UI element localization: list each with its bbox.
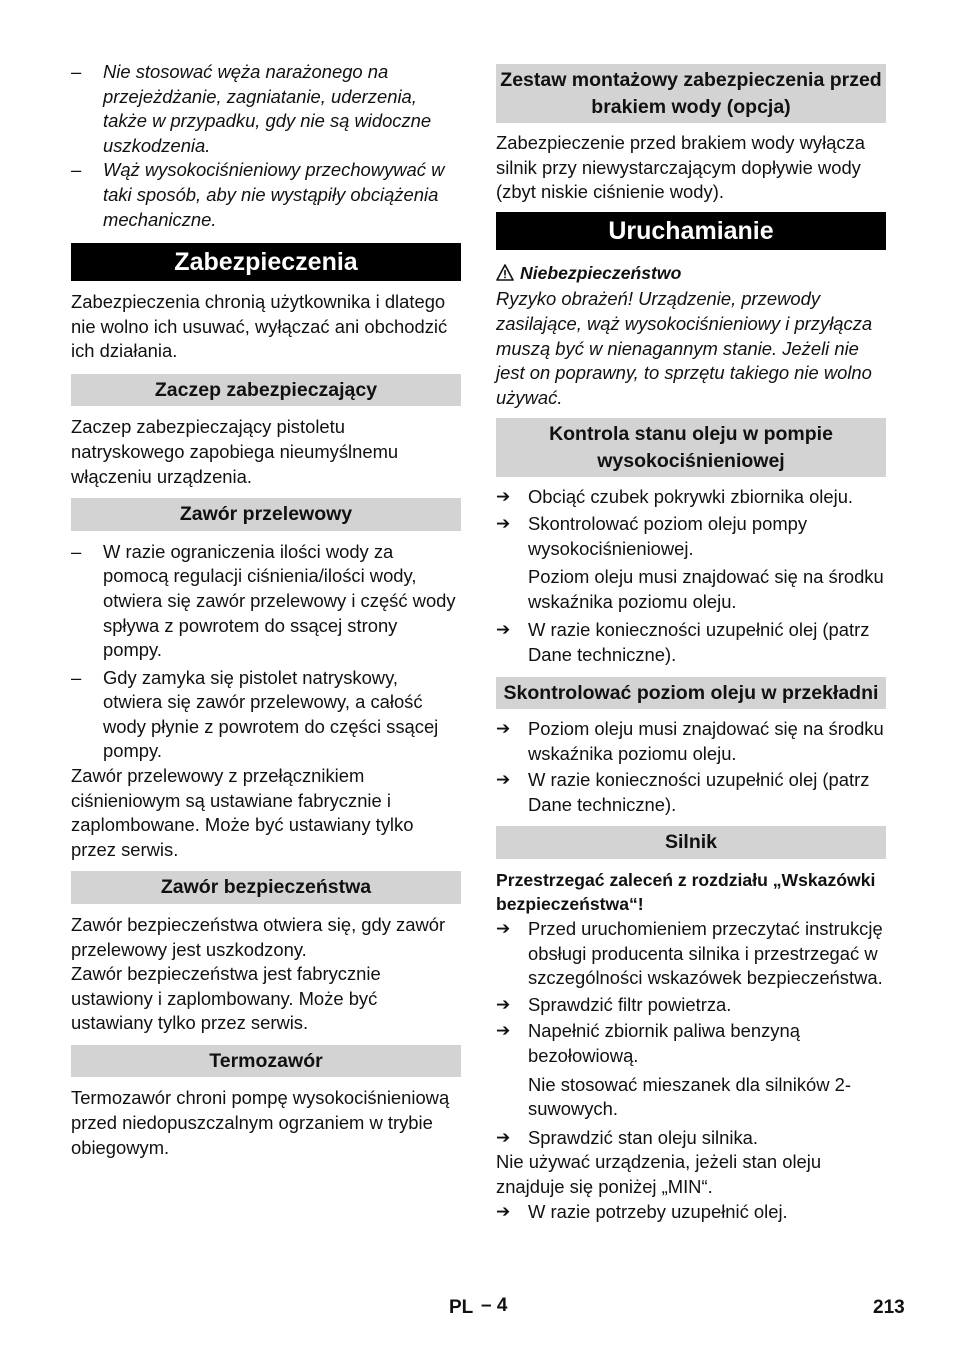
danger-label: Niebezpieczeństwo [520, 262, 682, 283]
paragraph: Zawór przelewowy z przełącznikiem ciśnieniowym są ustawiane fabrycznie i zaplombowane. Może być ustawiany tylko przez serwis. [71, 765, 414, 860]
warning-triangle-icon [496, 263, 514, 288]
subsection-title-silnik: Silnik [496, 826, 886, 859]
left-column [71, 60, 461, 1160]
list-item: – Wąż wysokociśnieniowy przechowywać w taki sposób, aby nie wystąpiły obciążenia mechaniczne. [71, 158, 461, 232]
subsection-title-zaczep: Zaczep zabezpieczający [71, 374, 461, 407]
section-title-uruchamianie: Uruchamianie [496, 212, 886, 250]
paragraph: Zawór bezpieczeństwa jest fabrycznie ustawiony i zaplombowany. Może być ustawiany tylko przez serwis. [71, 963, 381, 1034]
danger-text: Ryzyko obrażeń! Urządzenie, przewody zasilające, wąż wysokociśnieniowy i przyłącza muszą być w nienagannym stanie. Jeżeli nie jest on poprawny, to sprzętu takiego nie wolno używać. [496, 288, 873, 408]
step-item: ➔ Przed uruchomieniem przeczytać instrukcję obsługi producenta silnika i przestrzegać w szczególności wskazówek bezpieczeństwa. [496, 917, 886, 991]
step-note: Poziom oleju musi znajdować się na środku wskaźnika poziomu oleju. [528, 566, 884, 612]
section-title-zabezpieczenia: Zabezpieczenia [71, 243, 461, 281]
paragraph: Termozawór chroni pompę wysokociśnieniową przed niedopuszczalnym ogrzaniem w trybie obiegowym. [71, 1087, 450, 1158]
step-item: ➔ W razie konieczności uzupełnić olej (patrz Dane techniczne). [496, 768, 886, 817]
bold-note: Przestrzegać zaleceń z rozdziału „Wskazówki bezpieczeństwa“! [496, 869, 876, 915]
page-number: 213 [873, 1297, 905, 1318]
subsection-title-termozawor: Termozawór [71, 1045, 461, 1078]
subsection-title-przekladnia: Skontrolować poziom oleju w przekładni [496, 677, 886, 710]
subsection-title-zawor-bezpieczenstwa: Zawór bezpieczeństwa [71, 871, 461, 904]
list-item: – Nie stosować węża narażonego na przejeżdżanie, zagniatanie, uderzenia, także w przypadku, gdy nie są widoczne uszkodzenia. [71, 60, 461, 158]
step-note: Nie stosować mieszanek dla silników 2-suwowych. [528, 1073, 851, 1120]
paragraph: Zaczep zabezpieczający pistoletu natryskowego zapobiega nieumyślnemu włączeniu urządzenia. [71, 416, 399, 487]
list-item: – W razie ograniczenia ilości wody za pomocą regulacji ciśnienia/ilości wody, otwiera się zawór przelewowy i część wody spływa z powrotem do ssącej strony pompy. [71, 540, 461, 663]
step-item: ➔ Poziom oleju musi znajdować się na środku wskaźnika poziomu oleju. [496, 717, 886, 766]
list-item: – Gdy zamyka się pistolet natryskowy, otwiera się zawór przelewowy, a całość wody płynie z powrotem do części ssącej pompy. [71, 666, 461, 764]
step-item: ➔ Obciąć czubek pokrywki zbiornika oleju. [496, 485, 886, 510]
step-item: ➔ W razie potrzeby uzupełnić olej. [496, 1200, 886, 1225]
paragraph: Zawór bezpieczeństwa otwiera się, gdy zawór przelewowy jest uszkodzony. [71, 913, 446, 960]
paragraph: Zabezpieczenie przed brakiem wody wyłącza silnik przy niewystarczającym dopływie wody (zbyt niskie ciśnienie wody). [496, 132, 866, 203]
step-item: ➔ Napełnić zbiornik paliwa benzyną bezołowiową. [496, 1019, 886, 1068]
subsection-title-kontrola: Kontrola stanu oleju w pompie wysokociśnieniowej [496, 418, 886, 477]
step-item: ➔ Skontrolować poziom oleju pompy wysokociśnieniowej. [496, 512, 886, 561]
step-item: ➔ W razie konieczności uzupełnić olej (patrz Dane techniczne). [496, 618, 886, 667]
paragraph: Zabezpieczenia chronią użytkownika i dlatego nie wolno ich usuwać, wyłączać ani obchodzić ich działania. [71, 291, 448, 362]
danger-heading [496, 261, 886, 288]
subsection-title-zestaw: Zestaw montażowy zabezpieczenia przed brakiem wody (opcja) [496, 64, 886, 123]
paragraph: Nie używać urządzenia, jeżeli stan oleju znajduje się poniżej „MIN“. [496, 1151, 822, 1197]
step-item: ➔ Sprawdzić stan oleju silnika. [496, 1126, 886, 1151]
step-item: ➔ Sprawdzić filtr powietrza. [496, 993, 886, 1018]
subsection-title-zawor-przelewowy: Zawór przelewowy [71, 498, 461, 531]
footer-lang: PL [449, 1297, 474, 1318]
footer-section: – 4 [481, 1295, 508, 1316]
right-column [496, 64, 886, 1224]
